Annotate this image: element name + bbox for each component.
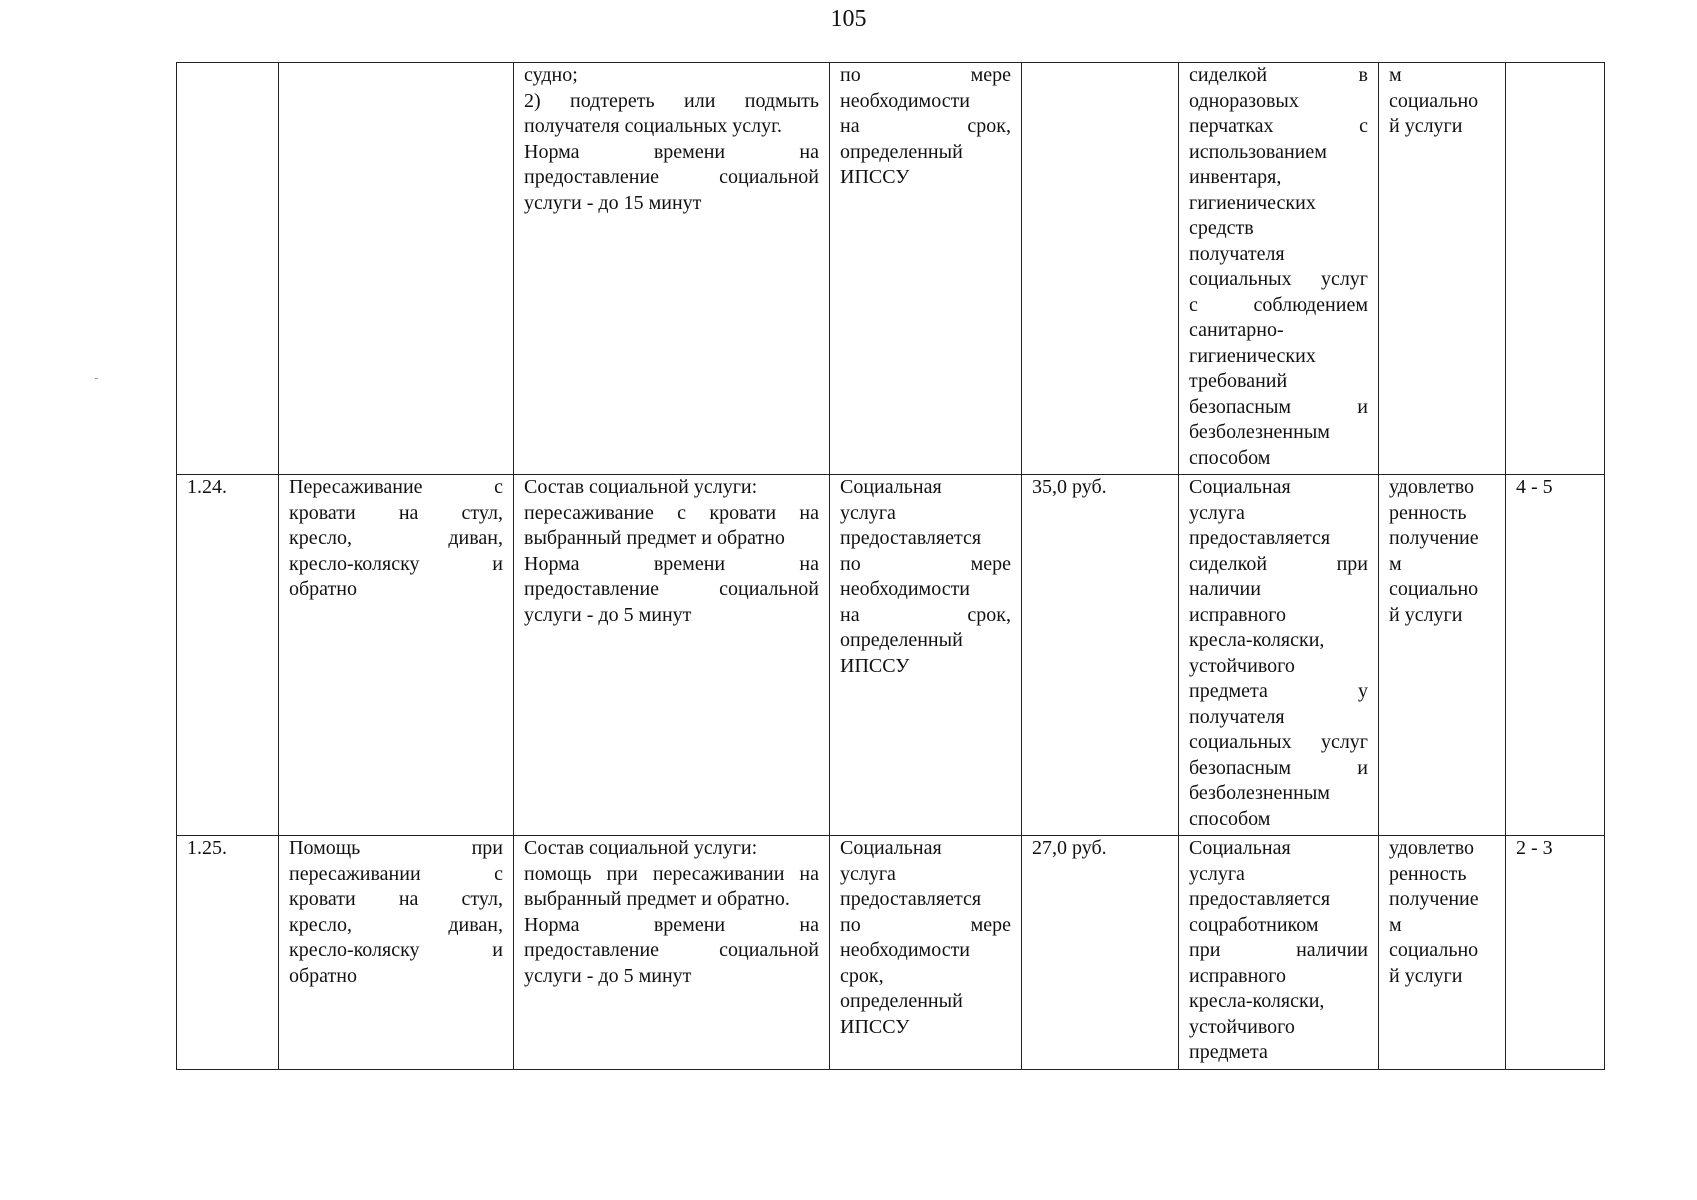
cell-text-line: предоставление социальной <box>524 939 819 961</box>
cell-text-line: гигиенических <box>1189 344 1316 367</box>
cell-text-line: удовлетво <box>1389 476 1474 498</box>
cell-text-line: 2 - 3 <box>1516 837 1553 859</box>
cell-text-line: социальных услуг <box>1189 731 1368 753</box>
cell-text-line: предоставляется <box>840 888 982 910</box>
cell-text-line: социально <box>1389 578 1479 600</box>
cell-text-line: ИПССУ <box>840 1015 910 1038</box>
cell-text-line: 4 - 5 <box>1516 476 1553 498</box>
cell-text-line: при наличии <box>1189 939 1368 961</box>
cell-text-line: пересаживание с кровати на <box>524 501 819 524</box>
cell-text-line: определенный <box>840 140 963 163</box>
cell-text-line: на срок, <box>840 115 1011 137</box>
margin-mark <box>95 378 98 379</box>
cell-text-line: ренность <box>1389 501 1467 524</box>
cell-text-line: получение <box>1389 888 1479 910</box>
cell-service-name <box>279 63 514 475</box>
cell-text-line: Социальная <box>1189 837 1291 859</box>
cell-text-line: выбранный предмет и обратно. <box>524 888 790 910</box>
cell-text-line: услуга <box>840 862 896 885</box>
cell-text-line: Норма времени на <box>524 140 819 163</box>
cell-text-line: услуги - до 5 минут <box>524 603 692 626</box>
cell-text-line: Помощь при <box>289 837 503 859</box>
cell-text-line: Социальная <box>840 837 942 859</box>
cell-service-content <box>514 836 830 1070</box>
cell-text-line: й услуги <box>1389 115 1463 137</box>
cell-text-line: предоставление социальной <box>524 578 819 600</box>
cell-service-name <box>279 475 514 836</box>
cell-text-line: необходимости <box>840 939 971 961</box>
cell-text-line: Норма времени на <box>524 552 819 575</box>
cell-text-line: кресло-коляску и <box>289 552 503 575</box>
cell-score <box>1506 836 1605 1070</box>
cell-text-line: гигиенических <box>1189 191 1316 214</box>
cell-text-line: кресло-коляску и <box>289 939 503 961</box>
cell-text-line: определенный <box>840 990 963 1012</box>
cell-text-line: обратно <box>289 578 357 600</box>
cell-text-line: ИПССУ <box>840 166 910 188</box>
cell-text-line: способом <box>1189 446 1271 469</box>
cell-text-line: удовлетво <box>1389 837 1474 859</box>
cell-text-line: исправного <box>1189 964 1287 987</box>
cell-text-line: 35,0 руб. <box>1032 476 1107 498</box>
cell-service-content <box>514 63 830 475</box>
cell-text-line: м <box>1389 64 1402 86</box>
cell-service-name <box>279 836 514 1070</box>
cell-service-terms <box>830 836 1022 1070</box>
cell-service-terms <box>830 63 1022 475</box>
cell-text-line: по мере <box>840 64 1011 86</box>
cell-text-line: исправного <box>1189 603 1287 626</box>
cell-text-line: социально <box>1389 939 1479 961</box>
cell-text-line: необходимости <box>840 578 971 600</box>
cell-text-line: предмета у <box>1189 680 1368 702</box>
cell-text-line: необходимости <box>840 89 971 112</box>
cell-text-line: инвентаря, <box>1189 166 1282 188</box>
cell-text-line: определенный <box>840 629 963 651</box>
cell-service-content <box>514 475 830 836</box>
cell-number <box>177 63 279 475</box>
cell-text-line: кресло, диван, <box>289 527 503 549</box>
cell-text-line: предоставляется <box>840 527 982 549</box>
cell-text-line: Норма времени на <box>524 913 819 936</box>
cell-text-line: 2) подтереть или подмыть <box>524 89 819 112</box>
cell-result <box>1379 63 1506 475</box>
cell-service-terms <box>830 475 1022 836</box>
cell-text-line: кресло, диван, <box>289 913 503 936</box>
table-row <box>177 475 1605 836</box>
cell-text-line: устойчивого <box>1189 1015 1295 1038</box>
cell-text-line: сиделкой в <box>1189 64 1368 86</box>
page-number: 105 <box>830 6 867 32</box>
cell-text-line: обратно <box>289 964 357 987</box>
cell-text-line: кресла-коляски, <box>1189 629 1325 651</box>
table-body <box>177 63 1605 1070</box>
cell-text-line: предмета <box>1189 1041 1268 1063</box>
cell-text-line: одноразовых <box>1189 89 1299 112</box>
cell-text-line: услуга <box>840 501 896 524</box>
cell-text-line: предоставляется <box>1189 888 1331 910</box>
cell-text-line: получение <box>1389 527 1479 549</box>
cell-text-line: кресла-коляски, <box>1189 990 1325 1012</box>
cell-text-line: способом <box>1189 807 1271 830</box>
cell-number <box>177 475 279 836</box>
cell-text-line: помощь при пересаживании на <box>524 862 819 885</box>
cell-result <box>1379 836 1506 1070</box>
cell-text-line: получателя <box>1189 242 1285 265</box>
services-table <box>176 62 1605 1070</box>
cell-text-line: социальных услуг <box>1189 268 1368 290</box>
cell-text-line: 1.24. <box>187 476 227 498</box>
cell-text-line: получателя <box>1189 705 1285 728</box>
cell-text-line: пересаживании с <box>289 862 503 885</box>
cell-text-line: получателя социальных услуг. <box>524 115 783 137</box>
cell-text-line: соцработником <box>1189 913 1319 936</box>
cell-text-line: на срок, <box>840 603 1011 626</box>
cell-text-line: по мере <box>840 552 1011 575</box>
cell-text-line: м <box>1389 552 1402 575</box>
cell-text-line: услуга <box>1189 862 1245 885</box>
cell-text-line: 1.25. <box>187 837 227 859</box>
cell-text-line: Состав социальной услуги: <box>524 837 758 859</box>
cell-text-line: услуги - до 5 минут <box>524 964 692 987</box>
cell-text-line: Пересаживание с <box>289 476 503 498</box>
cell-text-line: санитарно- <box>1189 319 1284 341</box>
cell-text-line: устойчивого <box>1189 654 1295 677</box>
cell-text-line: перчатках с <box>1189 115 1368 137</box>
cell-text-line: предоставление социальной <box>524 166 819 188</box>
cell-text-line: предоставляется <box>1189 527 1331 549</box>
cell-price <box>1022 475 1179 836</box>
cell-score <box>1506 63 1605 475</box>
cell-text-line: ИПССУ <box>840 654 910 677</box>
cell-text-line: безболезненным <box>1189 782 1330 804</box>
cell-text-line: Социальная <box>1189 476 1291 498</box>
cell-text-line: по мере <box>840 913 1011 936</box>
cell-text-line: услуга <box>1189 501 1245 524</box>
cell-text-line: безопасным и <box>1189 756 1368 779</box>
cell-text-line: сиделкой при <box>1189 552 1368 575</box>
cell-text-line: услуги - до 15 минут <box>524 191 702 214</box>
cell-text-line: выбранный предмет и обратно <box>524 527 785 549</box>
table-row <box>177 63 1605 475</box>
cell-text-line: судно; <box>524 64 578 86</box>
cell-text-line: й услуги <box>1389 964 1463 987</box>
cell-text-line: использованием <box>1189 140 1327 163</box>
cell-text-line: Состав социальной услуги: <box>524 476 758 498</box>
cell-conditions <box>1179 836 1379 1070</box>
cell-conditions <box>1179 63 1379 475</box>
cell-text-line: средств <box>1189 217 1254 239</box>
cell-text-line: кровати на стул, <box>289 501 503 524</box>
cell-text-line: Социальная <box>840 476 942 498</box>
cell-text-line: с соблюдением <box>1189 293 1368 316</box>
cell-text-line: м <box>1389 913 1402 936</box>
cell-text-line: кровати на стул, <box>289 888 503 910</box>
cell-text-line: наличии <box>1189 578 1261 600</box>
cell-conditions <box>1179 475 1379 836</box>
cell-result <box>1379 475 1506 836</box>
cell-text-line: й услуги <box>1389 603 1463 626</box>
cell-text-line: безопасным и <box>1189 395 1368 418</box>
cell-text-line: социально <box>1389 89 1479 112</box>
cell-number <box>177 836 279 1070</box>
cell-score <box>1506 475 1605 836</box>
cell-text-line: ренность <box>1389 862 1467 885</box>
cell-text-line: срок, <box>840 964 884 987</box>
table-row <box>177 836 1605 1070</box>
cell-price <box>1022 836 1179 1070</box>
cell-text-line: безболезненным <box>1189 421 1330 443</box>
cell-price <box>1022 63 1179 475</box>
cell-text-line: требований <box>1189 370 1288 392</box>
cell-text-line: 27,0 руб. <box>1032 837 1107 859</box>
